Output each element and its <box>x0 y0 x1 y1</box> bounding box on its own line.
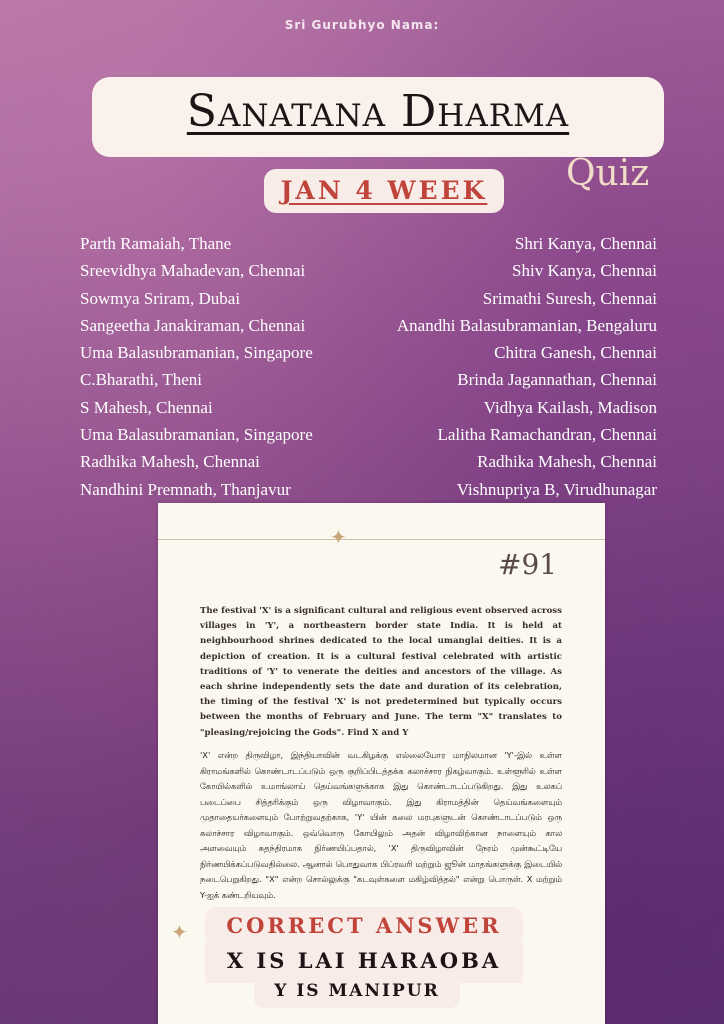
question-text-english: The festival 'X' is a significant cultural and religious event observed across villages in 'Y', a northeastern border state India. It is held at neighbourhood shrines dedicated to the local umanglai deities. It is a depiction of creation. It is a cultural festival celebrated with artistic traditions of 'Y' to venerate the deities and ancestors of the village. As each shrine independently sets the date and duration of its celebration, the timing of the festival 'X' is not predetermined but typically occurs between the months of February and June. The term "X" translates to "pleasing/rejoicing the Gods". Find X and Y <box>200 606 562 738</box>
winner-name: C.Bharathi, Theni <box>80 370 202 390</box>
winner-name: Vishnupriya B, Virudhunagar <box>456 479 657 499</box>
winner-name: Sreevidhya Mahadevan, Chennai <box>80 261 306 281</box>
winner-name: Lalitha Ramachandran, Chennai <box>437 425 657 445</box>
winner-name: Sowmya Sriram, Dubai <box>80 288 241 308</box>
winner-name: Srimathi Suresh, Chennai <box>482 288 657 308</box>
winners-right-column <box>397 230 657 503</box>
winner-name: Brinda Jagannathan, Chennai <box>457 370 657 390</box>
answer-x: X IS LAI HARAOBA <box>226 948 502 973</box>
winner-name: Shri Kanya, Chennai <box>514 234 657 253</box>
page-title: Sanatana Dharma <box>186 86 570 137</box>
winner-name: Radhika Mahesh, Chennai <box>477 452 657 472</box>
winner-name: Anandhi Balasubramanian, Bengaluru <box>396 315 657 335</box>
winner-name: Radhika Mahesh, Chennai <box>80 452 260 472</box>
sparkle-icon: ✦ <box>171 920 188 944</box>
card-divider <box>158 539 605 540</box>
week-label: JAN 4 WEEK <box>280 176 488 205</box>
sparkle-icon: ✦ <box>330 525 347 549</box>
answer-label: CORRECT ANSWER <box>226 913 502 938</box>
winner-name: Nandhini Premnath, Thanjavur <box>80 479 291 499</box>
winners-left-column <box>80 230 313 503</box>
winner-name: S Mahesh, Chennai <box>80 397 213 417</box>
winner-name: Uma Balasubramanian, Singapore <box>80 343 313 363</box>
winner-name: Shiv Kanya, Chennai <box>512 261 657 281</box>
winner-name: Uma Balasubramanian, Singapore <box>80 425 313 445</box>
winner-name: Parth Ramaiah, Thane <box>80 234 232 253</box>
winner-name: Sangeetha Janakiraman, Chennai <box>80 315 306 335</box>
question-number: #91 <box>498 548 558 581</box>
salutation: Sri Gurubhyo Nama: <box>284 18 440 32</box>
quiz-subtitle: Quiz <box>566 153 650 194</box>
winner-name: Vidhya Kailash, Madison <box>483 397 657 417</box>
question-text-tamil: 'X' என்ற திருவிழா, இந்தியாவின் வடகிழக்கு எல்லையோர மாநிலமான 'Y'-இல் உள்ள கிராமங்களில் கொண்டாடப்படும் ஒரு குறிப்பிடத்தக்க கலாச்சார நிகழ்வாகும். உள்ளூரில் உள்ள கோயில்களில் உமாங்லாய் தெய்வங்களுக்காக இது கொண்டாடப்படுகிறது. இது உலகப் படைப்பை சித்தரிக்கும் ஒரு விழாவாகும். இது கிராமத்தின் தெய்வங்களையும் முதாதையர்களையும் போற்றுவதற்காக, 'Y' யின் கலை மரபுகளுடன் கொண்டாடப்படும் ஒரு கலாச்சார விழாவாகும். ஒவ்வொரு கோயிலும் அதன் விழாவிற்கான நாளையும் கால அளவையும் சுதந்திரமாக நிர்ணயிப்பதால், 'X' திருவிழாவின் நேரம் முன்கூட்டியே நிர்ணயிக்கப்படுவதில்லை. ஆனால் பொதுவாக பிப்ரவரி மற்றும் ஜூன் மாதங்களுக்கு இடையில் நடைபெறுகிறது. "X" என்ற சொல்லுக்கு "கடவுள்களை மகிழ்வித்தல்" என்று பொருள். X மற்றும் Y-ஐக் கண்டறியவும். <box>200 750 562 900</box>
winner-name: Chitra Ganesh, Chennai <box>494 343 657 363</box>
answer-y: Y IS MANIPUR <box>274 981 440 1001</box>
